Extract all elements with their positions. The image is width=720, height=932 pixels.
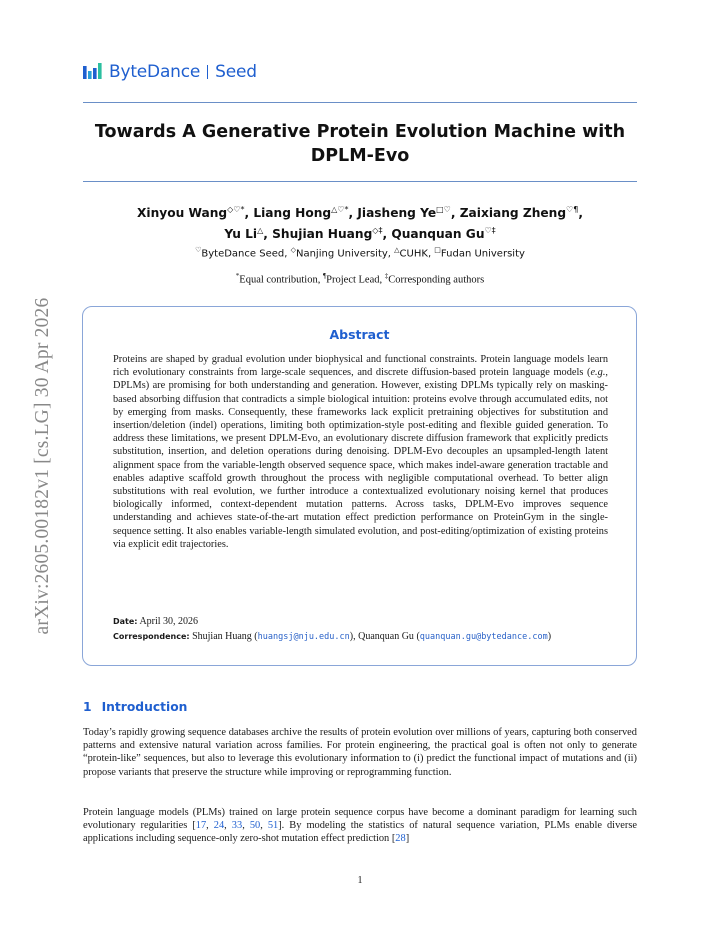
- author-line-2: Yu Li△, Shujian Huang◇‡, Quanquan Gu♡‡: [224, 226, 496, 242]
- abstract-heading: Abstract: [329, 327, 390, 342]
- author-marks: △♡*: [331, 205, 349, 214]
- affiliations: ♡ByteDance Seed, ◇Nanjing University, △CUHK, □Fudan University: [195, 246, 525, 260]
- contribution-note: Equal contribution: [239, 274, 318, 286]
- logo-divider: [207, 65, 208, 79]
- citation-link[interactable]: 17: [195, 820, 207, 832]
- intro-paragraph-1: Today’s rapidly growing sequence databases archive the results of protein evolution over millions of years, capturing both conserved patterns and extensive natural variation across families. For protein engineering, the practical goal is often not only to generate “protein-like” sequences, but also to leverage this evolutionary information to (i) predict the functional impact of mutations and (ii) propose variants that preserve the structure while improving or reprogramming function.: [83, 727, 637, 778]
- section-heading: [83, 700, 187, 714]
- brand-name: ByteDance: [109, 62, 201, 82]
- citation-link[interactable]: 50: [249, 820, 261, 832]
- author-name: Jiasheng Ye: [357, 206, 437, 221]
- correspondence-line: Correspondence: Shujian Huang (huangsj@nju.edu.cn), Quanquan Gu (quanquan.gu@bytedance.com): [113, 631, 552, 642]
- email-link[interactable]: huangsj@nju.edu.cn: [257, 632, 350, 642]
- author-name: Zaixiang Zheng: [459, 206, 567, 221]
- author-marks: ◇♡*: [227, 205, 245, 214]
- title-line-1: Towards A Generative Protein Evolution Machine with: [94, 122, 626, 142]
- author-name: Yu Li: [224, 227, 258, 242]
- header-rule-bottom: [83, 181, 637, 182]
- abstract-text: Proteins are shaped by gradual evolution under biophysical and functional constraints. Protein language models learn rich evolutionary constraints from large-scale sequences, and discrete diffusion-based protein language models (e.g., DPLMs) are promising for both understanding and generation. However, existing DPLMs typically rely on masking-based absorbing diffusion that contradicts a simple biological intuition: proteins evolve through accumulated edits, not by emerging from masks. Consequently, these frameworks lack explicit pretraining objectives for substitution and insertion/deletion (indel) operations, limiting both optimization-style post-editing and flexible guided generation. To address these limitations, we present DPLM-Evo, an evolutionary discrete diffusion framework that explicitly predicts substitution, insertion, and deletion operations during denoising. DPLM-Evo decouples an upsampled-length latent alignment space from the variable-length observed sequence space, which makes indel-aware generation tractable and enables adaptive scaffold growth throughout the process with negligible computational overhead. To better align substitutions with real evolution, we further introduce a contextualized evolutionary noising kernel that produces biologically informed, context-dependent mutation patterns. Across tasks, DPLM-Evo improves sequence understanding and achieves state-of-the-art mutation effect prediction performance on ProteinGym in the single-sequence setting. It also enables variable-length simulated evolution, and post-editing/optimization of existing proteins via explicit edit trajectories.: [113, 354, 608, 550]
- abstract-box: [82, 306, 637, 666]
- author-line-1: Xinyou Wang◇♡*, Liang Hong△♡*, Jiasheng Ye□♡, Zaixiang Zheng♡¶,: [137, 205, 583, 221]
- author-marks: □♡: [436, 205, 451, 214]
- author-name: Xinyou Wang: [137, 206, 228, 221]
- citation-link[interactable]: 33: [231, 820, 243, 832]
- author-marks: △: [257, 226, 264, 236]
- header-rule-top: [83, 102, 637, 103]
- email-link[interactable]: quanquan.gu@bytedance.com: [419, 632, 548, 642]
- section-title: Introduction: [101, 700, 188, 714]
- arxiv-watermark: arXiv:2605.00182v1 [cs.LG] 30 Apr 2026: [32, 297, 53, 635]
- date-line: [113, 616, 198, 627]
- author-marks: ♡‡: [484, 226, 496, 236]
- page-number: 1: [357, 875, 363, 886]
- affiliation: Nanjing University: [295, 248, 388, 260]
- affiliation: CUHK: [399, 248, 428, 260]
- intro-paragraph-2: Protein language models (PLMs) trained on large protein sequence corpus have become a dominant paradigm for learning such evolutionary regularities [17, 24, 33, 50, 51]. By modeling the statistics of natural sequence variation, PLMs enable diverse applications including sequence-only zero-shot mutation effect prediction [28]: [83, 807, 637, 845]
- author-list: [83, 201, 637, 243]
- contribution-note: Project Lead: [326, 274, 380, 286]
- author-name: Quanquan Gu: [391, 227, 485, 242]
- title-line-2: DPLM-Evo: [310, 146, 410, 166]
- affiliation: ByteDance Seed: [201, 248, 285, 260]
- contribution-notes: *Equal contribution, ¶Project Lead, ‡Corresponding authors: [235, 272, 485, 286]
- date-label: Date:: [113, 617, 138, 626]
- citation-link[interactable]: 24: [213, 820, 225, 832]
- affiliation: Fudan University: [440, 248, 525, 260]
- author-name: Shujian Huang: [272, 227, 373, 242]
- citation-link[interactable]: 28: [395, 833, 406, 845]
- bytedance-seed-logo: [83, 61, 257, 83]
- bytedance-logo-icon: [83, 63, 103, 81]
- correspondence-label: Correspondence:: [113, 632, 190, 641]
- product-name: Seed: [215, 62, 257, 82]
- citation-link[interactable]: 51: [267, 820, 279, 832]
- date-value: April 30, 2026: [139, 616, 199, 627]
- author-name: Liang Hong: [253, 206, 332, 221]
- section-number: 1: [83, 700, 92, 714]
- author-marks: ♡¶: [566, 205, 579, 214]
- author-marks: ◇‡: [372, 226, 383, 236]
- contribution-note: Corresponding authors: [388, 274, 485, 286]
- paper-title: [83, 120, 637, 168]
